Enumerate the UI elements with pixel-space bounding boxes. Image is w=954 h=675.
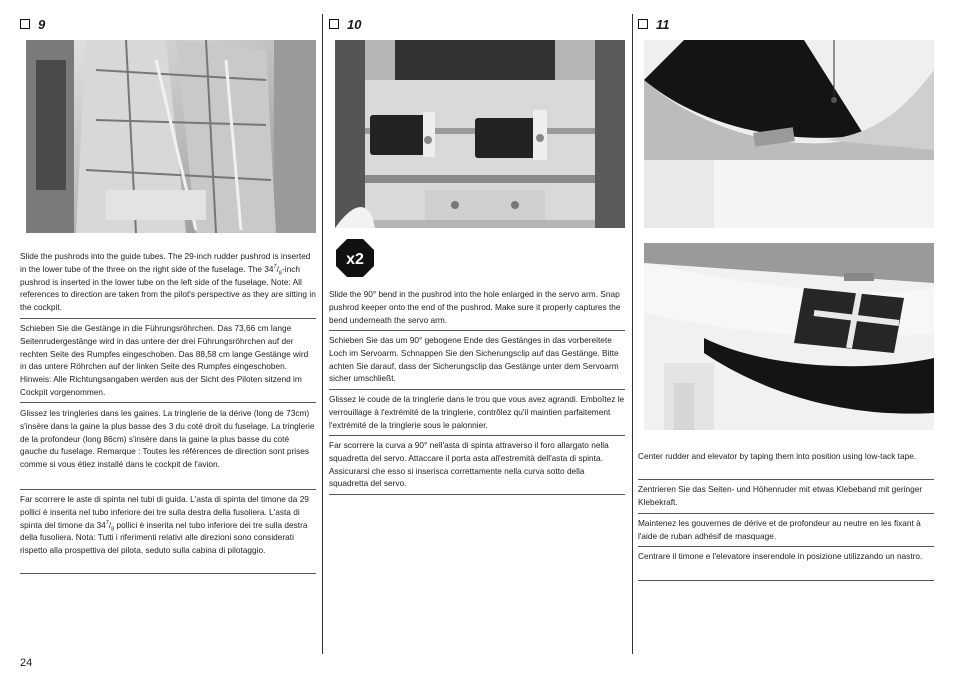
- step-9-number: 9: [38, 16, 46, 32]
- divider: [329, 494, 625, 495]
- step-11-photo-bottom: [644, 243, 934, 430]
- divider: [329, 330, 625, 331]
- divider: [329, 389, 625, 390]
- divider: [20, 489, 316, 490]
- divider: [638, 546, 934, 547]
- step-9-column: [20, 0, 316, 675]
- step-11-number: 11: [656, 16, 670, 32]
- step-9-header: [20, 15, 45, 33]
- x2-badge-icon: [335, 238, 375, 278]
- step-11-text-de: Zentrieren Sie das Seiten- und Höhenruder mit etwas Klebeband mit geringer Klebekraft.: [638, 484, 923, 507]
- step-10-photo: [335, 40, 625, 228]
- divider: [638, 513, 934, 514]
- column-divider-left: [322, 14, 323, 654]
- checkbox-icon[interactable]: [20, 19, 30, 29]
- column-divider-right: [632, 14, 633, 654]
- divider: [638, 479, 934, 480]
- x2-badge-label: x2: [346, 251, 364, 268]
- step-10-number: 10: [347, 16, 362, 32]
- step-10-text-de: Schieben Sie das um 90° gebogene Ende des Gestänges in das vorbereitete Loch im Servoarm. Schnappen Sie den Sicherungsclip auf das Gestänge. Bitte achten Sie darauf, dass der Sicherungsclip das Gestänge unter dem Servoarm sicher umschließt.: [329, 335, 619, 384]
- divider: [329, 435, 625, 436]
- step-11-column: [638, 0, 934, 675]
- step-9-text-de: Schieben Sie die Gestänge in die Führungsröhrchen. Das 73,66 cm lange Seitenrudergestänge wird in das untere der drei Führungsröhrchen auf der rechten Seite des Rumpfes eingeschoben. Das 88,58 cm lange Gestänge wird in das untere Röhrchen auf der linken Seite des Rumpfes eingeschoben. Hinweis: Alle Richtungsangaben werden aus der Sicht des Piloten sitzend im Cockpit vorgenommen.: [20, 323, 309, 397]
- step-11-text-it: Centrare il timone e l'elevatore inserendole in posizione utilizzando un nastro.: [638, 551, 923, 561]
- step-10-text-it: Far scorrere la curva a 90° nell'asta di spinta attraverso il foro allargato nella squadretta del servo. Attaccare il porta asta all'estremità dell'asta di spinta. Assicurarsi che esso si inserisca correttamente nella curva sotto della squadretta del servo.: [329, 440, 609, 489]
- step-11-text-en: Center rudder and elevator by taping them into position using low-tack tape.: [638, 451, 917, 461]
- page-number: 24: [20, 657, 33, 669]
- checkbox-icon[interactable]: [638, 19, 648, 29]
- divider: [20, 318, 316, 319]
- step-10-column: [329, 0, 625, 675]
- checkbox-icon[interactable]: [329, 19, 339, 29]
- divider: [20, 573, 316, 574]
- step-11-text-fr: Maintenez les gouvernes de dérive et de profondeur au neutre en les fixant à l'aide de ruban adhésif de masquage.: [638, 518, 921, 541]
- step-10-header: [329, 15, 361, 33]
- step-11-photo-top: [644, 40, 934, 228]
- step-9-text-it: Far scorrere le aste di spinta nei tubi di guida. L'asta di spinta del timone da 29 pollici è inserita nel tubo inferiore dei tre sulla destra della fusoliera. L'asta di spinta del timone da $34^7/_8$ pollici è inserita nel tubo inferiore dei tre sulla destra della fusoliera. Nota: Tutti i riferimenti relativi alle direzioni sono considerati rispetto alla prospettiva del pilota, seduto sulla cabina di pilotaggio.: [20, 494, 309, 556]
- step-9-text-fr: Glissez les tringleries dans les gaines. La tringlerie de la dérive (long de 73cm) s'insère dans la gaine la plus basse des 3 du coté droit du fuselage. La tringlerie de la profondeur (long 86cm) s'insère dans la gaine la plus basse du coté gauche du fuselage. Remarque : Toutes les références de direction sont prises comme si vous étiez installé dans le cockpit de l'avion.: [20, 408, 315, 470]
- step-10-text-en: Slide the 90° bend in the pushrod into the hole enlarged in the servo arm. Snap pushrod keeper onto the end of the pushrod. Make sure it properly captures the bend underneath the servo arm.: [329, 289, 621, 325]
- step-9-photo: [26, 40, 316, 233]
- divider: [638, 580, 934, 581]
- step-10-text-fr: Glissez le coude de la tringlerie dans le trou que vous avez agrandi. Emboîtez le verrouillage à l'extrémité de la tringlerie, contrôlez qu'il maintien parfaitement l'extrémité de la tringlerie sous le palonnier.: [329, 394, 625, 430]
- step-9-text-en: Slide the pushrods into the guide tubes. The 29-inch rudder pushrod is inserted in the lower tube of the three on the right side of the fuselage. The $34^7/_8$-inch pushrod is inserted in the lower tube on the left side of the fuselage. Note: All references to direction are taken from the pilot's perspective as they are sitting in the cockpit.: [20, 251, 316, 313]
- divider: [20, 402, 316, 403]
- step-11-header: [638, 15, 670, 33]
